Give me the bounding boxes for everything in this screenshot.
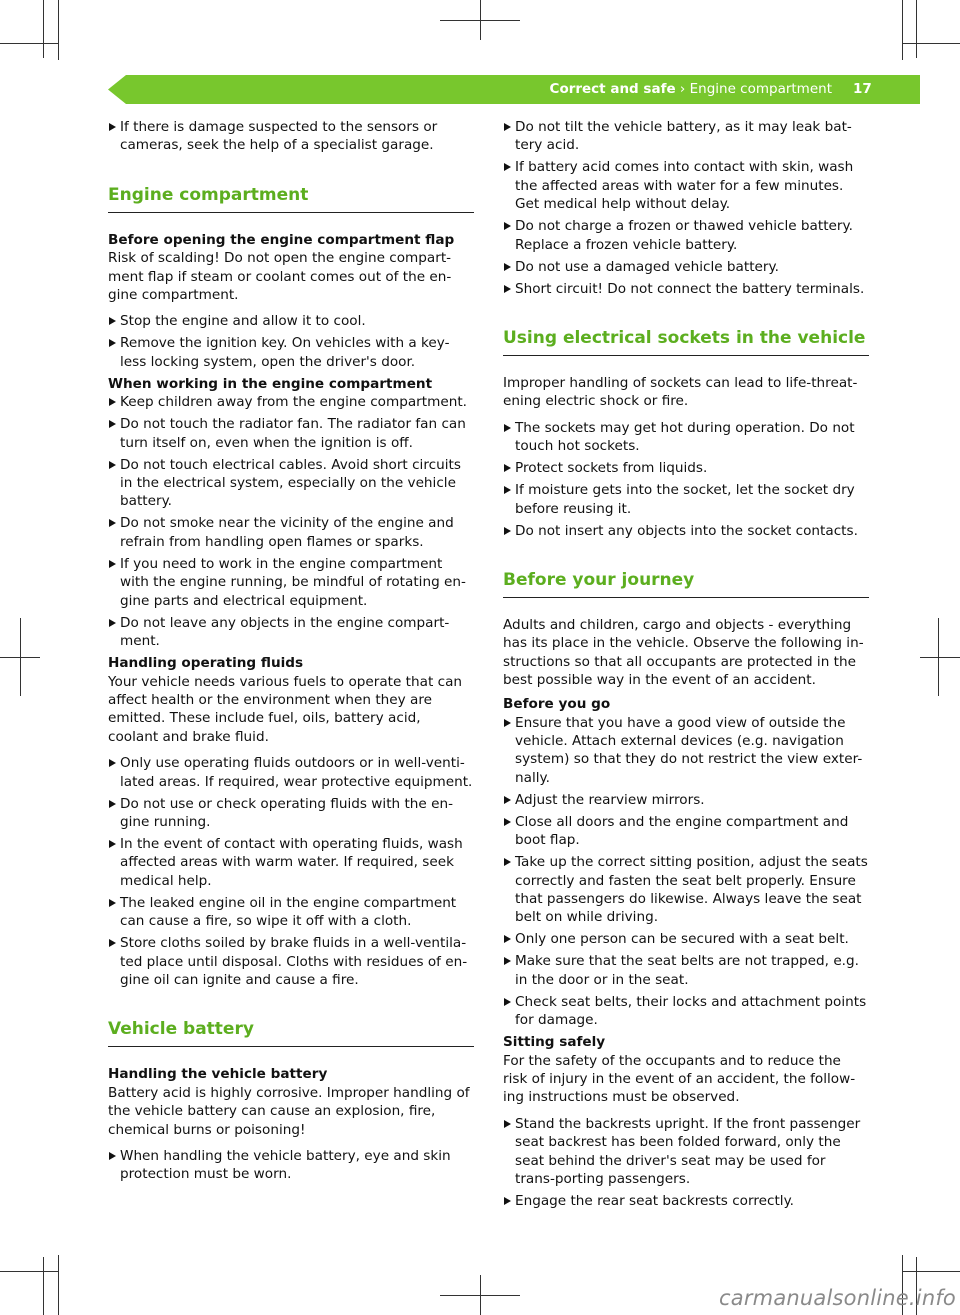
list-item: Remove the ignition key. On vehicles with a key-less locking system, open the driver's door. [108, 334, 474, 371]
crop-mark [916, 0, 917, 58]
section-heading-before-journey: Before your journey [503, 569, 869, 598]
subheading-operating-fluids: Handling operating fluids [108, 655, 304, 672]
list-item: If you need to work in the engine compartment with the engine running, be mindful of rotating en-gine parts and electrical equipment. [108, 555, 474, 610]
crop-mark [902, 1271, 960, 1272]
right-column [503, 118, 869, 1214]
left-column [108, 118, 474, 1187]
list-item: Engage the rear seat backrests correctly. [503, 1192, 869, 1210]
battery-bullet-list [503, 118, 869, 298]
bullet-list [108, 1147, 474, 1184]
crop-mark [480, 1275, 481, 1315]
list-item: Stand the backrests upright. If the front passenger seat backrest has been folded forward, only the seat behind the driver's seat may be used for trans-porting passengers. [503, 1115, 869, 1189]
list-item: Do not touch the radiator fan. The radiator fan can turn itself on, even when the ignition is off. [108, 415, 474, 452]
subheading-sitting-safely: Sitting safely [503, 1034, 606, 1051]
paragraph: Risk of scalding! Do not open the engine compart-ment flap if steam or coolant comes out of the en-gine compartment. [108, 250, 452, 304]
bullet-list [503, 714, 869, 1030]
list-item: Adjust the rearview mirrors. [503, 791, 869, 809]
list-item: The sockets may get hot during operation. Do not touch hot sockets. [503, 419, 869, 456]
bullet-list [108, 393, 474, 650]
section-heading-engine-compartment: Engine compartment [108, 184, 474, 213]
section-heading-electrical-sockets: Using electrical sockets in the vehicle [503, 327, 869, 356]
crop-mark [58, 1255, 59, 1315]
list-item: Ensure that you have a good view of outside the vehicle. Attach external devices (e.g. navigation system) so that they do not restrict the view exter-nally. [503, 714, 869, 788]
section-heading-vehicle-battery: Vehicle battery [108, 1018, 474, 1047]
subheading-before-opening: Before opening the engine compartment flap [108, 231, 455, 248]
crop-mark [902, 43, 960, 44]
crop-mark [938, 618, 939, 696]
list-item: In the event of contact with operating fluids, wash affected areas with warm water. If required, seek medical help. [108, 835, 474, 890]
crop-mark [0, 1271, 58, 1272]
paragraph: For the safety of the occupants and to reduce the risk of injury in the event of an accident, the follow-ing instructions must be observed. [503, 1052, 856, 1106]
breadcrumb [550, 81, 832, 97]
intro-bullet-list [108, 118, 474, 155]
list-item: If battery acid comes into contact with skin, wash the affected areas with water for a few minutes. Get medical help without delay. [503, 158, 869, 213]
crop-mark [20, 618, 21, 696]
crop-mark [920, 657, 960, 658]
bullet-list [108, 754, 474, 989]
list-item: Do not tilt the vehicle battery, as it may leak bat-tery acid. [503, 118, 869, 155]
list-item: Protect sockets from liquids. [503, 459, 869, 477]
crop-mark [58, 0, 59, 60]
list-item: Do not insert any objects into the socket contacts. [503, 522, 869, 540]
list-item: Only use operating fluids outdoors or in well-venti-lated areas. If required, wear protective equipment. [108, 754, 474, 791]
list-item: Do not charge a frozen or thawed vehicle battery. Replace a frozen vehicle battery. [503, 217, 869, 254]
subheading-handling-battery: Handling the vehicle battery [108, 1066, 328, 1083]
list-item: Take up the correct sitting position, adjust the seats correctly and fasten the seat belt properly. Ensure that passengers do likewise. Always leave the seat belt on while driving. [503, 853, 869, 927]
list-item: Only one person can be secured with a seat belt. [503, 930, 869, 948]
paragraph: Your vehicle needs various fuels to operate that can affect health or the environment when they are emitted. These include fuel, oils, battery acid, coolant and brake fluid. [108, 673, 463, 745]
list-item: Stop the engine and allow it to cool. [108, 312, 474, 330]
breadcrumb-separator: › [679, 81, 686, 97]
crop-mark [0, 43, 58, 44]
list-item: Store cloths soiled by brake fluids in a well-ventila-ted place until disposal. Cloths with residues of en-gine oil can ignite and cause a fire. [108, 934, 474, 989]
list-item: If moisture gets into the socket, let the socket dry before reusing it. [503, 481, 869, 518]
list-item: Do not smoke near the vicinity of the engine and refrain from handling open flames or sparks. [108, 514, 474, 551]
list-item: Close all doors and the engine compartment and boot flap. [503, 813, 869, 850]
breadcrumb-section[interactable]: Correct and safe [549, 81, 676, 97]
breadcrumb-subsection[interactable]: Engine compartment [689, 81, 832, 97]
list-item: Make sure that the seat belts are not trapped, e.g. in the door or in the seat. [503, 952, 869, 989]
crop-mark [43, 1257, 44, 1315]
list-item: Keep children away from the engine compartment. [108, 393, 474, 411]
list-item: When handling the vehicle battery, eye and skin protection must be worn. [108, 1147, 474, 1184]
crop-mark [43, 0, 44, 58]
paragraph: Adults and children, cargo and objects - everything has its place in the vehicle. Observe the following in-structions so that all occupants are protected in the best possible way in the event of an accident. [503, 617, 864, 689]
page-number: 17 [853, 81, 872, 97]
list-item: Do not leave any objects in the engine compart-ment. [108, 614, 474, 651]
subheading-before-you-go: Before you go [503, 696, 611, 713]
bullet-list [503, 1115, 869, 1211]
list-item: Do not use or check operating fluids with the en-gine running. [108, 795, 474, 832]
list-item: If there is damage suspected to the sensors or cameras, seek the help of a specialist garage. [108, 118, 474, 155]
list-item: The leaked engine oil in the engine compartment can cause a fire, so wipe it off with a cloth. [108, 894, 474, 931]
paragraph: Improper handling of sockets can lead to life-threat-ening electric shock or fire. [503, 375, 858, 410]
list-item: Short circuit! Do not connect the battery terminals. [503, 280, 869, 298]
list-item: Check seat belts, their locks and attachment points for damage. [503, 993, 869, 1030]
bullet-list [503, 419, 869, 540]
paragraph: Battery acid is highly corrosive. Improper handling of the vehicle battery can cause an explosion, fire, chemical burns or poisoning! [108, 1084, 470, 1138]
bullet-list [108, 312, 474, 371]
list-item: Do not use a damaged vehicle battery. [503, 258, 869, 276]
crop-mark [480, 0, 481, 40]
crop-mark [902, 0, 903, 60]
watermark: carmanualsonline.info [719, 1286, 956, 1310]
subheading-when-working: When working in the engine compartment [108, 375, 433, 392]
list-item: Do not touch electrical cables. Avoid short circuits in the electrical system, especially on the vehicle battery. [108, 456, 474, 511]
